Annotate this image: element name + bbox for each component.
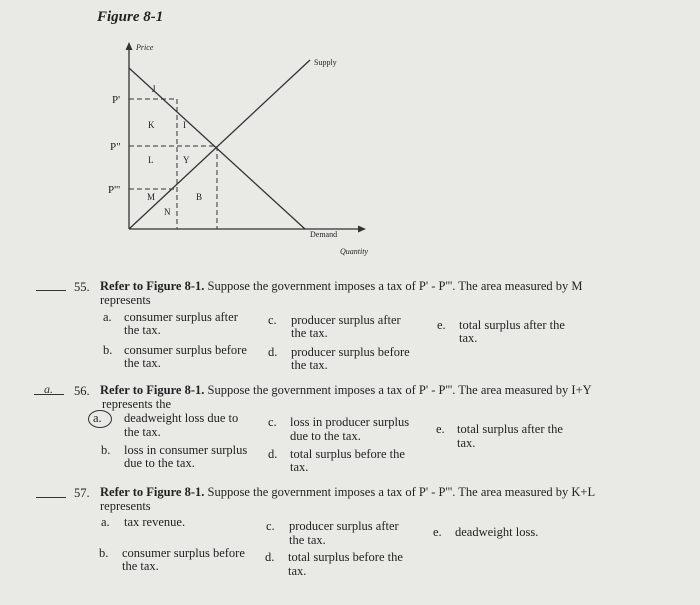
option-55e-line2: tax.: [459, 331, 478, 345]
region-k: K: [148, 120, 155, 130]
question-stem-line1-55: Suppose the government imposes a tax of P' - P'''. The area measured by M: [207, 279, 583, 293]
question-stem-57: [100, 486, 595, 499]
option-letter-57d: d.: [265, 550, 275, 564]
question-stem-line2-57: represents: [100, 499, 151, 513]
question-ref-57: Refer to Figure 8-1.: [100, 485, 205, 499]
question-stem-line1-57: Suppose the government imposes a tax of P' - P'''. The area measured by K+L: [207, 485, 596, 499]
region-l: L: [148, 155, 154, 165]
question-ref-56: Refer to Figure 8-1.: [100, 383, 205, 397]
region-m: M: [147, 192, 156, 202]
supply-curve: [129, 60, 310, 229]
answer-blank-57: [36, 497, 66, 498]
option-56d-line2: tax.: [290, 460, 309, 474]
question-number-55: 55.: [74, 280, 90, 294]
question-stem-line2-56: represents the: [102, 397, 172, 411]
option-letter-55c: c.: [268, 313, 277, 327]
option-letter-57b: b.: [99, 546, 109, 560]
question-number-57: 57.: [74, 486, 90, 500]
option-letter-57a: a.: [101, 515, 110, 529]
option-letter-56d: d.: [268, 447, 278, 461]
option-57b: consumer surplus before: [122, 546, 245, 560]
option-letter-56e: e.: [436, 422, 445, 436]
demand-label: Demand: [310, 230, 338, 239]
supply-label: Supply: [314, 58, 337, 67]
option-letter-55e: e.: [437, 318, 446, 332]
question-stem-line2-55: represents: [100, 293, 151, 307]
quantity-axis-arrow: [358, 226, 366, 233]
option-56e: total surplus after the: [457, 422, 563, 436]
quantity-axis-label: Quantity: [340, 247, 368, 256]
price-axis-arrow: [126, 42, 133, 50]
option-55e: total surplus after the: [459, 318, 565, 332]
option-57e: deadweight loss.: [455, 525, 539, 539]
option-56e-line2: tax.: [457, 436, 476, 450]
question-stem-56: [100, 384, 592, 397]
option-57b-line2: the tax.: [122, 559, 159, 573]
supply-demand-graph: [0, 0, 700, 270]
question-stem-55: [100, 280, 583, 293]
option-57c-line2: the tax.: [289, 533, 326, 547]
price-axis-label: Price: [136, 43, 154, 52]
question-number-56: 56.: [74, 384, 90, 398]
region-n: N: [164, 207, 171, 217]
question-stem-line1-56: Suppose the government imposes a tax of P' - P'''. The area measured by I+Y: [207, 383, 592, 397]
option-55a: consumer surplus after: [124, 310, 238, 324]
option-57c: producer surplus after: [289, 519, 399, 533]
option-55d-line2: the tax.: [291, 358, 328, 372]
option-55c: producer surplus after: [291, 313, 401, 327]
option-57d: total surplus before the: [288, 550, 403, 564]
region-i: I: [183, 120, 186, 130]
option-letter-56a: a.: [93, 411, 102, 425]
option-55c-line2: the tax.: [291, 326, 328, 340]
option-letter-56c: c.: [268, 415, 277, 429]
option-56a: deadweight loss due to: [124, 411, 239, 425]
region-y: Y: [183, 155, 190, 165]
option-55d: producer surplus before: [291, 345, 410, 359]
figure-title: Figure 8-1: [97, 9, 164, 25]
handwritten-answer-56: a.: [44, 382, 53, 396]
option-55b-line2: the tax.: [124, 356, 161, 370]
price-label-p1: P': [112, 94, 121, 106]
question-ref-55: Refer to Figure 8-1.: [100, 279, 205, 293]
price-label-p2: P": [110, 141, 121, 153]
option-56b: loss in consumer surplus: [124, 443, 248, 457]
option-57d-line2: tax.: [288, 564, 307, 578]
answer-blank-55: [36, 290, 66, 291]
option-57a: tax revenue.: [124, 515, 186, 529]
option-55a-line2: the tax.: [124, 323, 161, 337]
option-letter-56b: b.: [101, 443, 111, 457]
region-b: B: [196, 192, 203, 202]
option-55b: consumer surplus before: [124, 343, 247, 357]
option-letter-55a: a.: [103, 310, 112, 324]
region-j: J: [152, 84, 156, 94]
option-56c-line2: due to the tax.: [290, 429, 361, 443]
option-56a-line2: the tax.: [124, 425, 161, 439]
option-letter-55b: b.: [103, 343, 113, 357]
option-56b-line2: due to the tax.: [124, 456, 195, 470]
option-letter-57c: c.: [266, 519, 275, 533]
option-56c: loss in producer surplus: [290, 415, 410, 429]
price-label-p3: P''': [108, 184, 121, 196]
option-56d: total surplus before the: [290, 447, 405, 461]
option-letter-57e: e.: [433, 525, 442, 539]
option-letter-55d: d.: [268, 345, 278, 359]
